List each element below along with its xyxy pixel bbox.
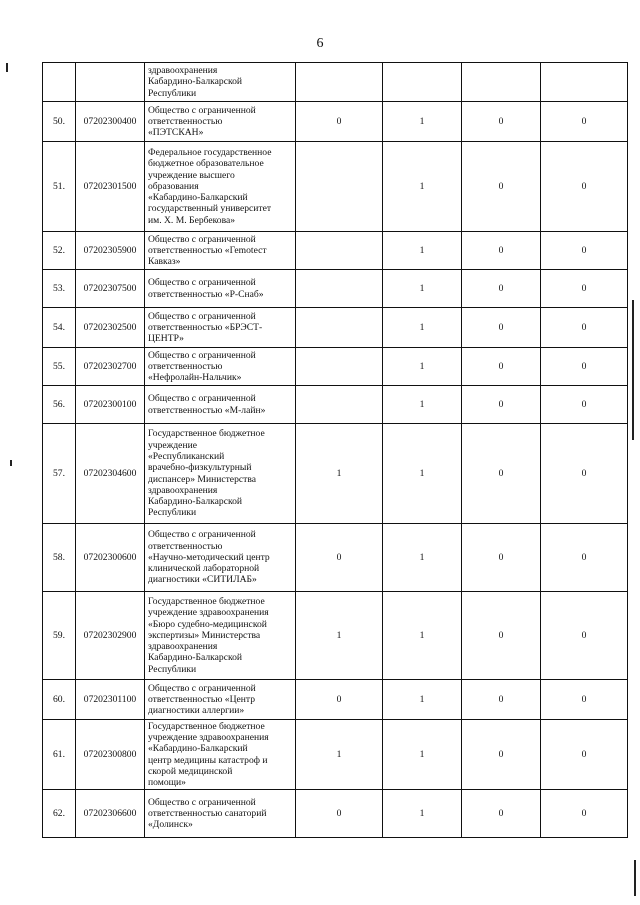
- table-row: [43, 720, 628, 790]
- name-line: центр медицины катастроф и: [148, 754, 268, 766]
- name-line: ответственностью «М-лайн»: [148, 404, 266, 416]
- name-line: ответственностью «БРЭСТ-: [148, 321, 263, 333]
- name-line: здравоохранения: [148, 65, 218, 77]
- value-cell-4: [541, 63, 628, 102]
- name-line: учреждение высшего: [148, 169, 235, 181]
- name-line: Общество с ограниченной: [148, 529, 256, 541]
- name-line: здравоохранения: [148, 484, 218, 496]
- table-row: [43, 524, 628, 592]
- code-cell: 07202302500: [76, 308, 145, 348]
- code-cell: 07202304600: [76, 424, 145, 524]
- name-line: здравоохранения: [148, 641, 218, 653]
- name-line: экспертизы» Министерства: [148, 629, 261, 641]
- value-cell-2: 1: [383, 232, 462, 270]
- name-line: диагностики аллергии»: [148, 705, 245, 717]
- name-line: «Долинск»: [148, 819, 193, 831]
- table-row: [43, 142, 628, 232]
- value-cell-1: 0: [296, 680, 383, 720]
- registry-table: [42, 62, 628, 838]
- table-row: [43, 63, 628, 102]
- value-cell-1: [296, 308, 383, 348]
- code-cell: 07202301100: [76, 680, 145, 720]
- name-line: ответственностью «Р-Снаб»: [148, 288, 264, 300]
- name-line: Кабардино-Балкарской: [148, 652, 243, 664]
- value-cell-4: 0: [541, 270, 628, 308]
- name-line: Государственное бюджетное: [148, 720, 265, 732]
- value-cell-2: 1: [383, 386, 462, 424]
- code-cell: 07202300800: [76, 720, 145, 790]
- name-line: ответственностью: [148, 115, 223, 127]
- name-line: Общество с ограниченной: [148, 277, 256, 289]
- organization-name-cell: [145, 102, 296, 142]
- name-line: Общество с ограниченной: [148, 796, 256, 808]
- name-line: Общество с ограниченной: [148, 349, 256, 361]
- value-cell-1: 0: [296, 524, 383, 592]
- name-line: Республики: [148, 87, 197, 99]
- table-row: [43, 424, 628, 524]
- row-number-cell: 59.: [43, 592, 76, 680]
- organization-name-cell: [145, 524, 296, 592]
- name-line: государственный университет: [148, 203, 272, 215]
- code-cell: 07202302700: [76, 348, 145, 386]
- name-line: диспансер» Министерства: [148, 473, 256, 485]
- code-cell: 07202306600: [76, 790, 145, 838]
- scan-edge-mark: [632, 300, 634, 440]
- value-cell-4: 0: [541, 142, 628, 232]
- value-cell-3: 0: [462, 348, 541, 386]
- code-cell: [76, 63, 145, 102]
- value-cell-4: 0: [541, 592, 628, 680]
- value-cell-2: 1: [383, 720, 462, 790]
- name-line: «Научно-методический центр: [148, 551, 270, 563]
- row-number-cell: 54.: [43, 308, 76, 348]
- row-number-cell: 60.: [43, 680, 76, 720]
- name-line: Общество с ограниченной: [148, 104, 256, 116]
- table-row: [43, 232, 628, 270]
- name-line: клинической лабораторной: [148, 563, 260, 575]
- code-cell: 07202307500: [76, 270, 145, 308]
- value-cell-2: [383, 63, 462, 102]
- value-cell-1: [296, 63, 383, 102]
- organization-name-cell: [145, 424, 296, 524]
- organization-name-cell: [145, 720, 296, 790]
- name-line: врачебно-физкультурный: [148, 462, 252, 474]
- value-cell-3: 0: [462, 680, 541, 720]
- code-cell: 07202300400: [76, 102, 145, 142]
- name-line: «Нефролайн-Нальчик»: [148, 372, 242, 384]
- name-line: диагностики «СИТИЛАБ»: [148, 574, 257, 586]
- name-line: Общество с ограниченной: [148, 310, 256, 322]
- row-number-cell: 53.: [43, 270, 76, 308]
- row-number-cell: 52.: [43, 232, 76, 270]
- value-cell-2: 1: [383, 680, 462, 720]
- scan-edge-mark: [6, 63, 8, 72]
- value-cell-2: 1: [383, 308, 462, 348]
- row-number-cell: 50.: [43, 102, 76, 142]
- value-cell-2: 1: [383, 142, 462, 232]
- value-cell-1: [296, 270, 383, 308]
- value-cell-1: 0: [296, 790, 383, 838]
- name-line: скорой медицинской: [148, 765, 233, 777]
- value-cell-3: [462, 63, 541, 102]
- value-cell-3: 0: [462, 592, 541, 680]
- value-cell-1: 1: [296, 720, 383, 790]
- value-cell-1: [296, 348, 383, 386]
- table-row: [43, 102, 628, 142]
- value-cell-3: 0: [462, 386, 541, 424]
- value-cell-3: 0: [462, 232, 541, 270]
- value-cell-3: 0: [462, 720, 541, 790]
- organization-name-cell: [145, 592, 296, 680]
- value-cell-4: 0: [541, 680, 628, 720]
- value-cell-2: 1: [383, 348, 462, 386]
- organization-name-cell: [145, 790, 296, 838]
- name-line: Кавказ»: [148, 256, 181, 268]
- value-cell-4: 0: [541, 348, 628, 386]
- table-row: [43, 790, 628, 838]
- table-row: [43, 308, 628, 348]
- table-row: [43, 270, 628, 308]
- organization-name-cell: [145, 270, 296, 308]
- row-number-cell: [43, 63, 76, 102]
- table-row: [43, 348, 628, 386]
- value-cell-2: 1: [383, 524, 462, 592]
- value-cell-3: 0: [462, 524, 541, 592]
- value-cell-4: 0: [541, 790, 628, 838]
- name-line: Кабардино-Балкарской: [148, 76, 243, 88]
- row-number-cell: 58.: [43, 524, 76, 592]
- row-number-cell: 57.: [43, 424, 76, 524]
- row-number-cell: 62.: [43, 790, 76, 838]
- value-cell-4: 0: [541, 524, 628, 592]
- name-line: «Бюро судебно-медицинской: [148, 618, 267, 630]
- table-row: [43, 680, 628, 720]
- name-line: Общество с ограниченной: [148, 682, 256, 694]
- value-cell-3: 0: [462, 424, 541, 524]
- value-cell-2: 1: [383, 102, 462, 142]
- organization-name-cell: [145, 386, 296, 424]
- value-cell-1: 0: [296, 102, 383, 142]
- name-line: Государственное бюджетное: [148, 595, 265, 607]
- value-cell-3: 0: [462, 270, 541, 308]
- name-line: Кабардино-Балкарской: [148, 496, 243, 508]
- code-cell: 07202300600: [76, 524, 145, 592]
- value-cell-3: 0: [462, 102, 541, 142]
- name-line: учреждение здравоохранения: [148, 731, 269, 743]
- table-row: [43, 592, 628, 680]
- value-cell-2: 1: [383, 270, 462, 308]
- name-line: «Кабардино-Балкарский: [148, 192, 248, 204]
- name-line: Общество с ограниченной: [148, 393, 256, 405]
- name-line: «ПЭТСКАН»: [148, 127, 204, 139]
- code-cell: 07202300100: [76, 386, 145, 424]
- name-line: учреждение: [148, 439, 197, 451]
- value-cell-1: 1: [296, 592, 383, 680]
- value-cell-3: 0: [462, 308, 541, 348]
- name-line: Республики: [148, 663, 197, 675]
- name-line: ответственностью: [148, 540, 223, 552]
- code-cell: 07202302900: [76, 592, 145, 680]
- name-line: учреждение здравоохранения: [148, 607, 269, 619]
- name-line: «Республиканский: [148, 450, 225, 462]
- value-cell-4: 0: [541, 102, 628, 142]
- value-cell-4: 0: [541, 424, 628, 524]
- value-cell-4: 0: [541, 308, 628, 348]
- name-line: Республики: [148, 507, 197, 519]
- organization-name-cell: [145, 63, 296, 102]
- value-cell-4: 0: [541, 232, 628, 270]
- name-line: ЦЕНТР»: [148, 333, 184, 345]
- value-cell-1: [296, 232, 383, 270]
- value-cell-1: [296, 386, 383, 424]
- name-line: ответственностью: [148, 360, 223, 372]
- organization-name-cell: [145, 308, 296, 348]
- value-cell-1: 1: [296, 424, 383, 524]
- name-line: образования: [148, 180, 199, 192]
- row-number-cell: 51.: [43, 142, 76, 232]
- page-number: 6: [316, 36, 324, 51]
- value-cell-3: 0: [462, 790, 541, 838]
- name-line: Государственное бюджетное: [148, 428, 265, 440]
- row-number-cell: 56.: [43, 386, 76, 424]
- value-cell-3: 0: [462, 142, 541, 232]
- name-line: Федеральное государственное: [148, 146, 272, 158]
- name-line: им. Х. М. Бербекова»: [148, 214, 236, 226]
- scan-edge-mark: [10, 460, 12, 466]
- name-line: Общество с ограниченной: [148, 233, 256, 245]
- organization-name-cell: [145, 142, 296, 232]
- value-cell-1: [296, 142, 383, 232]
- name-line: ответственностью «Центр: [148, 693, 256, 705]
- name-line: ответственностью «Геmotест: [148, 244, 267, 256]
- value-cell-2: 1: [383, 790, 462, 838]
- organization-name-cell: [145, 680, 296, 720]
- value-cell-2: 1: [383, 592, 462, 680]
- scan-edge-mark: [634, 860, 636, 896]
- name-line: «Кабардино-Балкарский: [148, 743, 248, 755]
- row-number-cell: 55.: [43, 348, 76, 386]
- organization-name-cell: [145, 232, 296, 270]
- code-cell: 07202301500: [76, 142, 145, 232]
- value-cell-4: 0: [541, 720, 628, 790]
- value-cell-4: 0: [541, 386, 628, 424]
- value-cell-2: 1: [383, 424, 462, 524]
- name-line: ответственностью санаторий: [148, 807, 267, 819]
- row-number-cell: 61.: [43, 720, 76, 790]
- organization-name-cell: [145, 348, 296, 386]
- code-cell: 07202305900: [76, 232, 145, 270]
- name-line: бюджетное образовательное: [148, 158, 264, 170]
- name-line: помощи»: [148, 777, 186, 789]
- table-row: [43, 386, 628, 424]
